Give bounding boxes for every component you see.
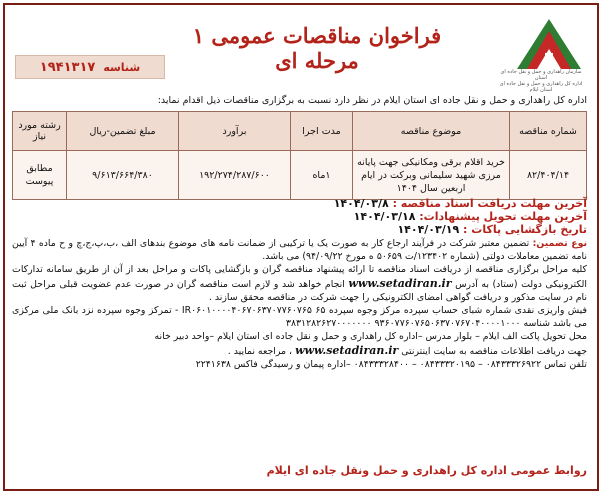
col-field: رشته مورد نیاز bbox=[13, 112, 67, 151]
setad-text-b: انجام خواهد شد و لازم است مناقصه گران در صورت عدم عضویت قبلی مراحل ثبت نام در سایت مذکور و دریافت گواهی امضای الکترونیکی را جهت شرکت در مناقصه محقق سازند . bbox=[12, 278, 587, 303]
deadline-opening-label: تاریخ بازگشایی پاکات : bbox=[463, 223, 587, 236]
cell-field: مطابق پیوست bbox=[13, 151, 67, 200]
col-estimate: برآورد bbox=[179, 112, 291, 151]
page-title: فراخوان مناقصات عمومی ۱ مرحله ای bbox=[192, 23, 442, 73]
cell-duration: ۱ماه bbox=[291, 151, 353, 200]
setad-paragraph bbox=[12, 263, 587, 304]
guarantee-text: تضمین معتبر شرکت در فرآیند ارجاع کار به صورت یک یا ترکیبی از ضمانت نامه های موضوع بندهای الف ،ب،پ،ج،چ و ح ماده ۴ آیین نامه تضمین معاملات دولتی (شماره ۱۲۳۴۰۲/ت ۵۰۶۵۹ ه مورخ ۹۴/۰۹/۲۲) می باشد. bbox=[12, 238, 587, 263]
deadline-bids bbox=[12, 210, 587, 223]
delivery-paragraph: محل تحویل پاکت الف ایلام – بلوار مدرس –اداره کل راهداری و حمل و نقل جاده ای استان ایلام –واحد دبیر خانه bbox=[154, 331, 587, 343]
col-duration: مدت اجرا bbox=[291, 112, 353, 151]
tender-table bbox=[12, 111, 587, 200]
table-header-row bbox=[13, 112, 587, 151]
cell-estimate: ۱۹۲/۲۷۴/۲۸۷/۶۰۰ bbox=[179, 151, 291, 200]
table-row bbox=[13, 151, 587, 200]
deadline-bids-label: آخرین مهلت تحویل پیشنهادات: bbox=[419, 210, 587, 223]
shenase-label: شناسه bbox=[103, 60, 141, 74]
deadline-bids-value: ۱۴۰۴/۰۳/۱۸ bbox=[353, 210, 416, 223]
intro-text: اداره کل راهداری و حمل و نقل جاده ای استان ایلام در نظر دارد نسبت به برگزاری مناقصات ذیل اقدام نماید: bbox=[157, 95, 587, 106]
cell-subject: خرید اقلام برقی ومکانیکی جهت پایانه مرزی شهید سلیمانی وبرکت در ایام اربعین سال ۱۴۰۴ bbox=[353, 151, 510, 200]
guarantee-paragraph bbox=[12, 237, 587, 263]
shenase-box bbox=[15, 55, 165, 79]
deposit-paragraph: فیش واریزی نقدی شماره شبای حساب سپرده مرکز وجوه سپرده ۶۵ IR۰۶۰۱۰۰۰۰۴۰۶۷۰۶۳۷۰۷۷۶۰۷۶۵ - تمرکز وجوه سپرده نزد بانک ملی مرکزی می باشد شناسه ۹۳۶۰۷۷۶۰۷۶۵۰۶۳۷۰۷۶۷۰۴۰۰۰۰۱۰۰۰ ۳۸۳۱۲۸۲۶۲۷۰۰۰۰۰۰۰ bbox=[12, 305, 587, 330]
deadline-docs bbox=[12, 197, 587, 210]
deadline-opening-value: ۱۴۰۴/۰۳/۱۹ bbox=[397, 223, 460, 236]
shenase-value: ۱۹۴۱۳۱۷ bbox=[39, 59, 96, 75]
cell-guarantee: ۹/۶۱۳/۶۶۴/۳۸۰ bbox=[67, 151, 179, 200]
deadline-docs-label: آخرین مهلت دریافت اسناد مناقصه : bbox=[392, 197, 587, 210]
setad-link[interactable]: www.setadiran.ir bbox=[348, 276, 452, 290]
col-subject: موضوع مناقصه bbox=[353, 112, 510, 151]
guarantee-label: نوع تضمین: bbox=[532, 238, 588, 249]
info-paragraph bbox=[12, 344, 587, 358]
notice-body bbox=[12, 237, 587, 371]
contact-paragraph: تلفن تماس ۰۸۴۳۳۳۲۶۹۲۲ – ۰۸۴۳۳۳۲۰۱۹۵ – ۰۸۴۳۳۳۲۸۴۰۰ –اداره پیمان و رسیدگی فاکس ۲۲۴۱۶۳۸ bbox=[195, 358, 587, 370]
col-tender-number: شماره مناقصه bbox=[510, 112, 587, 151]
deadlines bbox=[12, 197, 587, 236]
info-text-a: جهت دریافت اطلاعات مناقصه به سایت اینترنتی bbox=[401, 345, 587, 357]
deadline-opening bbox=[12, 223, 587, 236]
info-link[interactable]: www.setadiran.ir bbox=[295, 343, 399, 357]
col-guarantee: مبلغ تضمین-ریال bbox=[67, 112, 179, 151]
setad-text-a: کلیه مراحل برگزاری مناقصه از دریافت اسناد مناقصه تا ارائه پیشنهاد مناقصه گران و بازگشایی پاکات و مراحل بعد از آن از طریق سامانه تدارکات الکترونیکی دولت (ستاد) به آدرس bbox=[12, 264, 588, 290]
org-caption bbox=[495, 69, 587, 93]
info-text-b: ، مراجعه نمایید . bbox=[227, 345, 293, 357]
public-relations-footer: روابط عمومی اداره کل راهداری و حمل ونقل جاده ای ایلام bbox=[266, 464, 587, 477]
tender-notice bbox=[3, 3, 599, 491]
org-line-1: سازمان راهداری و حمل و نقل جاده ای استان bbox=[500, 69, 582, 81]
deadline-docs-value: ۱۴۰۴/۰۳/۸ bbox=[333, 197, 389, 210]
org-line-2: اداره کل راهداری و حمل و نقل جاده ای استان ایلام bbox=[499, 81, 583, 93]
cell-tender-number: ۸۲/۴۰۴/۱۴ bbox=[510, 151, 587, 200]
notice-header bbox=[5, 5, 597, 91]
